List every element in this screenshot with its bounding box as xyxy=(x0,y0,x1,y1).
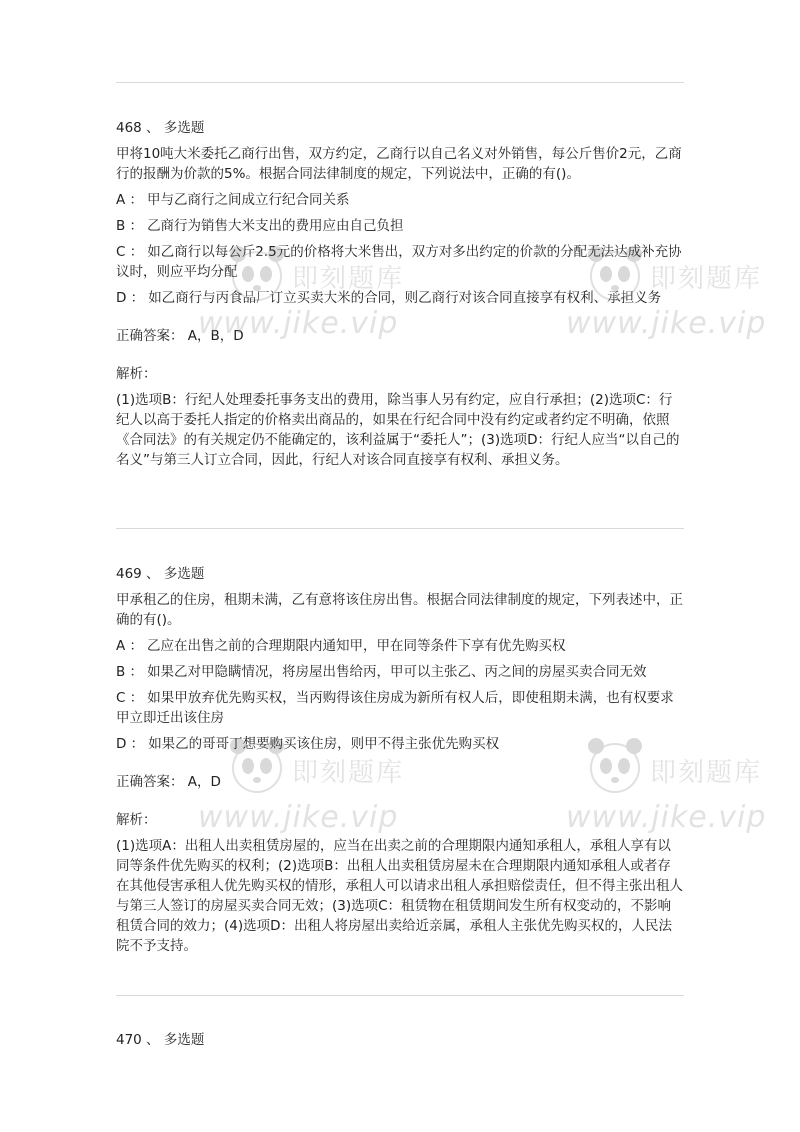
top-divider xyxy=(116,82,684,83)
option-text: 乙应在出售之前的合理期限内通知甲，甲在同等条件下享有优先购买权 xyxy=(147,638,566,654)
option-c xyxy=(116,242,684,282)
option-letter: C ： xyxy=(116,244,144,260)
option-letter: A ： xyxy=(116,638,144,654)
watermark-cn: 即刻题库 xyxy=(650,758,763,788)
option-c xyxy=(116,688,684,728)
option-letter: B ： xyxy=(116,664,144,680)
question-469 xyxy=(116,564,684,956)
option-d xyxy=(116,288,684,308)
option-a xyxy=(116,190,684,210)
analysis-label: 解析： xyxy=(116,812,157,828)
option-a xyxy=(116,636,684,656)
watermark-cn: 即刻题库 xyxy=(292,758,405,788)
question-text: 甲将10吨大米委托乙商行出售，双方约定，乙商行以自己名义对外销售，每公斤售价2元，乙商行的报酬为价款的5%。根据合同法律制度的规定，下列说法中，正确的有()。 xyxy=(116,146,682,182)
option-b xyxy=(116,216,684,236)
option-letter: A ： xyxy=(116,192,144,208)
option-b xyxy=(116,662,684,682)
option-letter: D ： xyxy=(116,736,145,752)
question-text: 甲承租乙的住房，租期未满，乙有意将该住房出售。根据合同法律制度的规定，下列表述中，正确的有()。 xyxy=(116,592,683,628)
analysis-label: 解析： xyxy=(116,366,157,382)
watermark-cn: 即刻题库 xyxy=(292,264,405,294)
question-header: 469 、 多选题 xyxy=(116,566,205,582)
watermark-cn: 即刻题库 xyxy=(650,264,763,294)
watermark-url: www.jike.vip xyxy=(566,306,767,341)
analysis-text: (1)选项A：出租人出卖租赁房屋的，应当在出卖之前的合理期限内通知承租人，承租人享有以同等条件优先购买的权利；(2)选项B：出租人出卖租赁房屋未在合理期限内通知承租人或者存在其他侵害承租人优先购买权的情形，承租人可以请求出租人承担赔偿责任，但不得主张出租人与第三人签订的房屋买卖合同无效；(3)选项C：租赁物在租赁期间发生所有权变动的，不影响租赁合同的效力；(4)选项D：出租人将房屋出卖给近亲属，承租人主张优先购买权的，人民法院不予支持。 xyxy=(116,838,683,954)
correct-answer: 正确答案： A，D xyxy=(116,774,221,790)
question-468 xyxy=(116,118,684,470)
analysis-text: (1)选项B：行纪人处理委托事务支出的费用，除当事人另有约定，应自行承担；(2)选项C：行纪人以高于委托人指定的价格卖出商品的，如果在行纪合同中没有约定或者约定不明确，依照《合同法》的有关规定仍不能确定的，该利益属于“委托人”；(3)选项D：行纪人应当“以自己的名义”与第三人订立合同，因此，行纪人对该合同直接享有权利、承担义务。 xyxy=(116,392,680,468)
question-header: 470 、 多选题 xyxy=(116,1032,205,1048)
option-d xyxy=(116,734,684,754)
option-letter: B ： xyxy=(116,218,144,234)
option-text: 甲与乙商行之间成立行纪合同关系 xyxy=(147,192,350,208)
question-470 xyxy=(116,1030,684,1056)
watermark-url: www.jike.vip xyxy=(198,306,399,341)
option-text: 如乙商行与丙食品厂订立买卖大米的合同，则乙商行对该合同直接享有权利、承担义务 xyxy=(148,290,662,306)
option-text: 如果乙对甲隐瞒情况，将房屋出售给丙，甲可以主张乙、丙之间的房屋买卖合同无效 xyxy=(147,664,647,680)
option-text: 乙商行为销售大米支出的费用应由自己负担 xyxy=(147,218,404,234)
option-text: 如乙商行以每公斤2.5元的价格将大米售出，双方对多出约定的价款的分配无法达成补充协议时，则应平均分配 xyxy=(116,244,682,280)
question-divider xyxy=(116,528,684,529)
option-text: 如果甲放弃优先购买权，当丙购得该住房成为新所有权人后，即使租期未满，也有权要求甲立即迁出该住房 xyxy=(116,690,674,726)
option-text: 如果乙的哥哥丁想要购买该住房，则甲不得主张优先购买权 xyxy=(148,736,500,752)
question-header: 468 、 多选题 xyxy=(116,120,205,136)
watermark-url: www.jike.vip xyxy=(566,800,767,835)
option-letter: C ： xyxy=(116,690,144,706)
question-divider xyxy=(116,995,684,996)
watermark-url: www.jike.vip xyxy=(198,800,399,835)
option-letter: D ： xyxy=(116,290,145,306)
correct-answer: 正确答案： A，B，D xyxy=(116,328,244,344)
